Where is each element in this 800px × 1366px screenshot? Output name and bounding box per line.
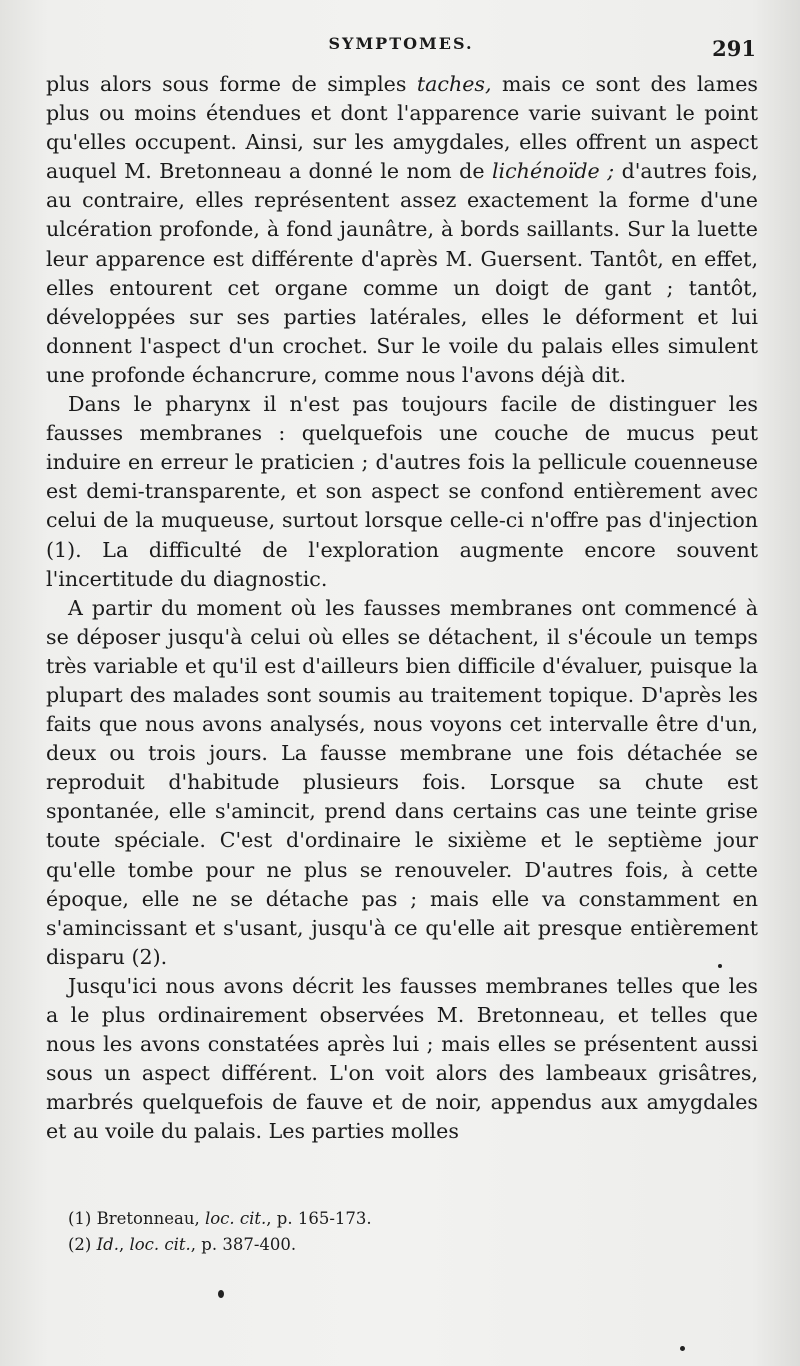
text-run: , [118, 1235, 130, 1254]
page-header [46, 34, 756, 66]
italic-text: Id. [96, 1235, 119, 1254]
ink-spot-decoration [680, 1346, 685, 1351]
italic-text: loc. cit. [129, 1235, 191, 1254]
running-title: SYMPTOMES. [328, 34, 474, 53]
text-run: (2) [68, 1235, 97, 1254]
text-run: A partir du moment où les fausses membranes ont commencé à se déposer jusqu'à celui où elles se détachent, il s'écoule un temps très variable et qu'il est d'ailleurs bien difficile d'évaluer, puisque la plupart des malades sont soumis au traitement topique. D'après les faits que nous avons analysés, nous voyons cet intervalle être d'un, deux ou trois jours. La fausse membrane une fois détachée se reproduit d'habitude plusieurs fois. Lorsque sa chute est spontanée, elle s'amincit, prend dans certains cas une teinte grise toute spéciale. C'est d'ordinaire le sixième et le septième jour qu'elle tombe pour ne plus se renouveler. D'autres fois, à cette époque, elle ne se détache pas ; mais elle va constamment en s'amincissant et s'usant, jusqu'à ce qu'elle ait presque entièrement disparu (2). [46, 595, 758, 969]
text-run: Dans le pharynx il n'est pas toujours facile de distinguer les fausses membranes : quelquefois une couche de mucus peut induire en erreur le praticien ; d'autres fois la pellicule couenneuse est demi-transparente, et son aspect se confond entièrement avec celui de la muqueuse, surtout lorsque celle-ci n'offre pas d'injection (1). La difficulté de l'exploration augmente encore souvent l'incertitude du diagnostic. [46, 392, 758, 591]
paragraph [46, 594, 758, 972]
text-run: , p. 165-173. [266, 1209, 372, 1228]
italic-text: loc. cit. [204, 1209, 267, 1228]
text-run: Jusqu'ici nous avons décrit les fausses membranes telles que les a le plus ordinairement observées M. Bretonneau, et telles que nous les avons constatées après lui ; mais elles se présentent aussi sous un aspect différent. L'on voit alors des lambeaux grisâtres, marbrés quelquefois de fauve et de noir, appendus aux amygdales et au voile du palais. Les parties molles [46, 973, 758, 1144]
paragraph [46, 972, 758, 1147]
footnote [68, 1206, 748, 1232]
text-run: mais ce sont des lames plus ou moins étendues et dont l'apparence varie suivant le point qu'elles occupent. Ainsi, sur les amygdales, elles offrent un aspect auquel M. Bretonneau a donné le nom de [46, 72, 758, 184]
text-run: d'autres fois, au contraire, elles représentent assez exactement la forme d'une ulcération profonde, à fond jaunâtre, à bords saillants. Sur la luette leur apparence est différente d'après M. Guersent. Tantôt, en effet, elles entourent cet organe comme un doigt de gant ; tantôt, développées sur ses parties latérales, elles le déforment et lui donnent l'aspect d'un crochet. Sur le voile du palais elles simulent une profonde échancrure, comme nous l'avons déjà dit. [46, 159, 759, 387]
text-run: plus alors sous forme de simples [46, 72, 417, 96]
footnote [68, 1232, 748, 1258]
text-run: , p. 387-400. [190, 1235, 297, 1254]
paragraph [46, 70, 758, 390]
ink-spot-decoration [218, 1290, 224, 1298]
paragraph [46, 390, 758, 594]
italic-text: lichénoïde ; [491, 159, 615, 184]
page-number: 291 [712, 36, 756, 61]
italic-text: taches, [416, 72, 492, 96]
footnotes [68, 1206, 748, 1258]
text-run: (1) Bretonneau, [68, 1209, 205, 1228]
ink-spot-decoration [718, 964, 722, 968]
body-text [46, 70, 758, 1146]
